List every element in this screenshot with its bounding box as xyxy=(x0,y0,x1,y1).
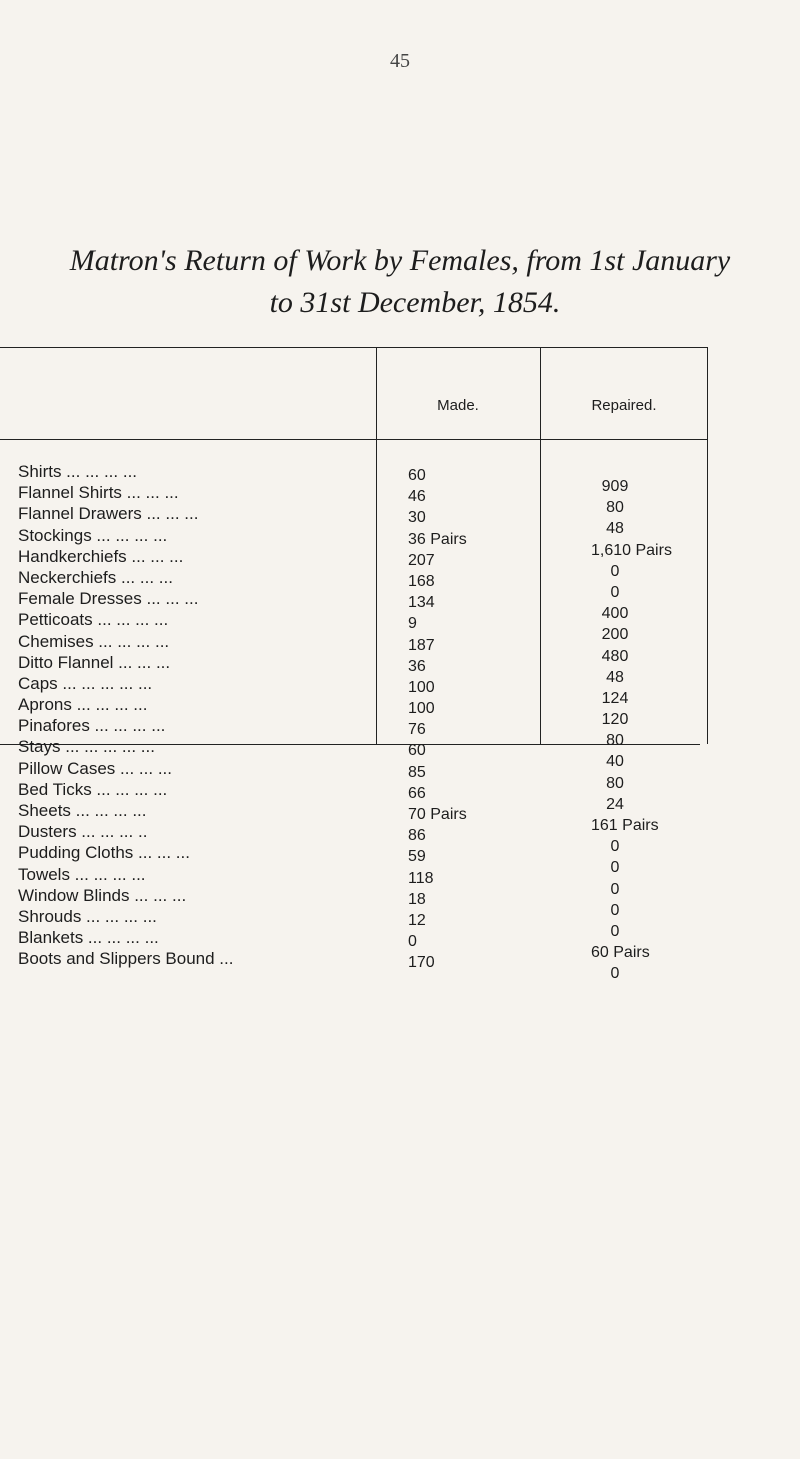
made-value: 134 xyxy=(408,594,435,612)
made-value: 59 xyxy=(408,848,426,866)
item-name: Handkerchiefs ... ... ... xyxy=(18,546,184,566)
repaired-value: 0 xyxy=(610,838,620,856)
item-name: Boots and Slippers Bound ... xyxy=(18,949,234,969)
made-value: 12 xyxy=(408,911,426,929)
repaired-value: 124 xyxy=(601,689,629,707)
made-column-header: Made. xyxy=(437,397,479,414)
repaired-value: 48 xyxy=(606,520,624,538)
repaired-value: 80 xyxy=(606,732,624,750)
item-name: Flannel Shirts ... ... ... xyxy=(18,483,179,503)
item-name: Pillow Cases ... ... ... xyxy=(18,758,172,778)
table-row xyxy=(0,948,800,983)
item-name: Dusters ... ... ... .. xyxy=(18,822,148,842)
repaired-value: 0 xyxy=(610,922,620,940)
made-value: 118 xyxy=(408,869,434,887)
item-name: Shirts ... ... ... ... xyxy=(18,462,138,481)
made-value: 187 xyxy=(408,636,435,654)
made-value: 36 Pairs xyxy=(408,530,467,548)
made-value: 30 xyxy=(408,509,426,527)
repaired-value: 60 Pairs xyxy=(591,944,650,962)
item-name: Blankets ... ... ... ... xyxy=(18,928,159,948)
made-value: 85 xyxy=(408,763,426,781)
item-name: Neckerchiefs ... ... ... xyxy=(18,567,173,587)
made-value: 36 xyxy=(408,657,426,675)
repaired-value: 909 xyxy=(601,478,629,495)
made-value: 18 xyxy=(408,890,426,908)
table-top-rule xyxy=(0,347,708,348)
repaired-value: 48 xyxy=(606,668,624,686)
made-value: 46 xyxy=(408,488,426,506)
made-value: 100 xyxy=(408,678,435,696)
item-name: Window Blinds ... ... ... xyxy=(18,885,187,905)
made-value: 207 xyxy=(408,551,435,569)
repaired-value: 480 xyxy=(601,647,629,665)
item-name: Aprons ... ... ... ... xyxy=(18,695,148,715)
repaired-value: 161 Pairs xyxy=(591,817,659,834)
made-value: 66 xyxy=(408,784,426,802)
item-name: Ditto Flannel ... ... ... xyxy=(18,652,171,672)
item-name: Chemises ... ... ... ... xyxy=(18,631,170,651)
item-name: Caps ... ... ... ... ... xyxy=(18,673,153,693)
item-name: Towels ... ... ... ... xyxy=(18,864,146,884)
table-header-rule xyxy=(0,439,708,440)
made-value: 60 xyxy=(408,742,426,760)
item-name: Sheets ... ... ... ... xyxy=(18,801,147,820)
made-value: 70 Pairs xyxy=(408,806,467,823)
repaired-value: 24 xyxy=(606,795,624,813)
repaired-value: 80 xyxy=(606,774,624,792)
repaired-value: 120 xyxy=(601,711,629,729)
item-name: Pinafores ... ... ... ... xyxy=(18,716,166,736)
repaired-value: 0 xyxy=(610,583,620,601)
item-name: Shrouds ... ... ... ... xyxy=(18,906,157,926)
page-number: 45 xyxy=(390,50,410,72)
repaired-value: 0 xyxy=(610,562,620,580)
repaired-value: 0 xyxy=(610,965,620,983)
made-value: 100 xyxy=(408,700,435,718)
repaired-value: 0 xyxy=(610,880,620,898)
repaired-value: 200 xyxy=(601,626,629,644)
page-title xyxy=(0,240,800,324)
title-line-2: to 31st December, 1854. xyxy=(269,286,561,319)
repaired-value: 0 xyxy=(610,901,620,919)
made-value: 9 xyxy=(408,615,417,633)
item-name: Female Dresses ... ... ... xyxy=(18,589,199,609)
made-value: 170 xyxy=(408,954,435,972)
made-value: 168 xyxy=(408,572,435,590)
repaired-value: 400 xyxy=(601,605,629,623)
repaired-value: 40 xyxy=(606,753,624,771)
item-name: Bed Ticks ... ... ... ... xyxy=(18,779,168,799)
repaired-column-header: Repaired. xyxy=(591,397,657,414)
repaired-value: 80 xyxy=(606,499,624,517)
repaired-value: 1,610 Pairs xyxy=(591,541,672,559)
title-line-1: Matron's Return of Work by Females, from 1st January xyxy=(69,244,731,277)
item-name: Flannel Drawers ... ... ... xyxy=(18,504,199,524)
item-name: Petticoats ... ... ... ... xyxy=(18,610,169,630)
made-value: 86 xyxy=(408,827,426,845)
item-name: Stockings ... ... ... ... xyxy=(18,525,168,545)
made-value: 0 xyxy=(408,933,417,951)
item-name: Pudding Cloths ... ... ... xyxy=(18,843,190,863)
repaired-value: 0 xyxy=(610,859,620,877)
item-name: Stays ... ... ... ... ... xyxy=(18,737,155,757)
made-value: 76 xyxy=(408,721,426,739)
made-value: 60 xyxy=(408,467,426,484)
table-body xyxy=(0,461,800,983)
